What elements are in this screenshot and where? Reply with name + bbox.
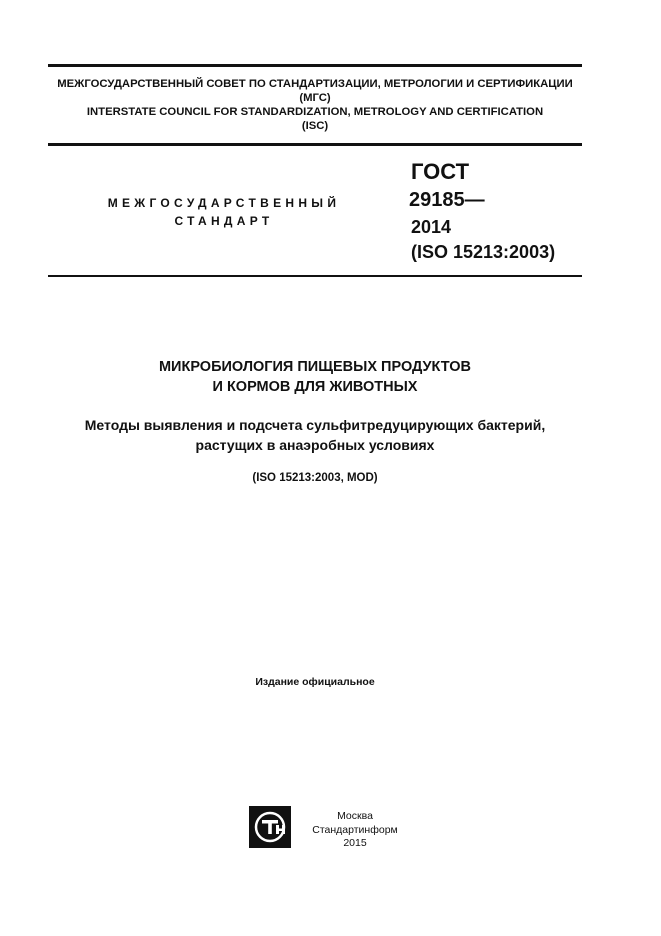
document-subtitle-line2: растущих в анаэробных условиях xyxy=(195,437,435,453)
gost-iso-reference: (ISO 15213:2003) xyxy=(411,242,556,262)
document-title xyxy=(48,357,582,397)
gost-label: ГОСТ xyxy=(411,159,470,184)
council-en-abbr: (ISC) xyxy=(301,120,329,132)
council-ru-name: МЕЖГОСУДАРСТВЕННЫЙ СОВЕТ ПО СТАНДАРТИЗАЦИИ, МЕТРОЛОГИИ И СЕРТИФИКАЦИИ xyxy=(57,78,573,90)
gost-year: 2014 xyxy=(411,217,452,237)
document-title-line1: МИКРОБИОЛОГИЯ ПИЩЕВЫХ ПРОДУКТОВ xyxy=(158,359,472,375)
top-rule xyxy=(48,64,582,67)
publisher-year: 2015 xyxy=(343,837,367,849)
designation-divider xyxy=(48,275,582,277)
document-title-line2: И КОРМОВ ДЛЯ ЖИВОТНЫХ xyxy=(212,379,418,395)
standard-type-line2: СТАНДАРТ xyxy=(174,214,274,228)
council-header xyxy=(48,77,582,133)
publisher-block xyxy=(300,810,410,851)
modification-note: (ISO 15213:2003, MOD) xyxy=(252,472,378,484)
document-subtitle-line1: Методы выявления и подсчета сульфитредуцирующих бактерий, xyxy=(84,417,546,433)
standard-type-line1: МЕЖГОСУДАРСТВЕННЫЙ xyxy=(107,196,341,210)
publisher-name: Стандартинформ xyxy=(312,823,398,836)
standard-type-label xyxy=(90,194,358,230)
header-divider xyxy=(48,143,582,146)
standartinform-logo-icon xyxy=(249,806,291,848)
gost-number: 29185— xyxy=(409,189,485,211)
publisher-city: Москва xyxy=(337,810,373,822)
council-ru-abbr: (МГС) xyxy=(299,92,331,104)
document-subtitle xyxy=(48,415,582,455)
council-en-name: INTERSTATE COUNCIL FOR STANDARDIZATION, METROLOGY AND CERTIFICATION xyxy=(86,106,544,118)
edition-note: Издание официальное xyxy=(255,676,375,688)
